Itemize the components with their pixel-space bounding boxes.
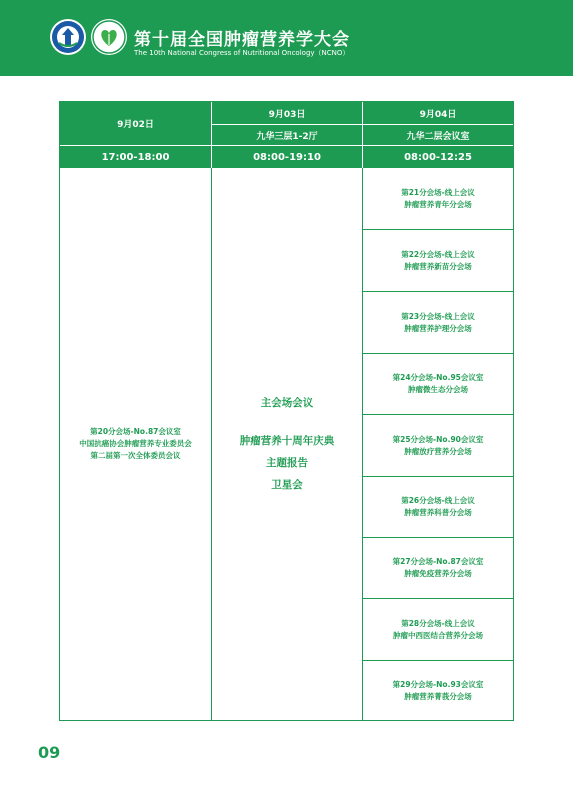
session-room: 第23分会场-线上会议 <box>401 311 475 321</box>
session-room: 第24分会场-No.95会议室 <box>392 373 484 382</box>
time-header-day2: 08:00-19:10 <box>212 146 362 168</box>
session-name: 肿瘤营养青年分会场 <box>404 199 472 209</box>
session-room: 第22分会场-线上会议 <box>401 249 475 259</box>
day3-session <box>363 230 513 292</box>
day1-session-title: 第二届第一次全体委员会议 <box>90 451 181 460</box>
session-name: 肿瘤中西医结合营养分会场 <box>393 630 483 640</box>
time-header-day3: 08:00-12:25 <box>363 146 513 168</box>
venue-header-day3: 九华二层会议室 <box>363 125 513 145</box>
day3-session <box>363 477 513 538</box>
day3-session <box>363 168 513 230</box>
day3-session <box>363 292 513 354</box>
day1-session-org: 中国抗癌协会肿瘤营养专业委员会 <box>79 439 192 448</box>
day3-session <box>363 661 513 720</box>
keynote-report: 主题报告 <box>266 457 308 469</box>
session-room: 第27分会场-No.87会议室 <box>392 557 484 566</box>
day1-session-room: 第20分会场-No.87会议室 <box>90 427 181 436</box>
session-name: 肿瘤营养菁莪分会场 <box>404 691 472 701</box>
venue-header-day2: 九华三层1-2厅 <box>212 125 362 145</box>
session-room: 第26分会场-线上会议 <box>401 496 475 505</box>
congress-subtitle: The 10th National Congress of Nutritional Oncology（NCNO） <box>134 49 350 57</box>
session-room: 第28分会场-线上会议 <box>401 618 475 628</box>
satellite-meeting: 卫星会 <box>271 479 303 491</box>
session-room: 第21分会场-线上会议 <box>401 187 475 197</box>
time-header-day1: 17:00-18:00 <box>60 146 211 168</box>
page-header <box>0 0 573 76</box>
schedule-table <box>59 101 514 721</box>
heart-leaf-logo-icon <box>91 19 127 55</box>
anniversary-celebration: 肿瘤营养十周年庆典 <box>239 435 335 447</box>
session-name: 肿瘤营养科普分会场 <box>404 508 472 517</box>
society-emblem-icon <box>50 19 86 55</box>
day2-session-cell <box>212 168 362 720</box>
session-name: 肿瘤放疗营养分会场 <box>404 446 472 456</box>
session-room: 第29分会场-No.93会议室 <box>392 679 484 689</box>
day3-session <box>363 415 513 477</box>
date-header-day2: 9月03日 <box>212 102 362 124</box>
page-number: 09 <box>38 743 61 762</box>
day3-session <box>363 538 513 599</box>
session-room: 第25分会场-No.90会议室 <box>392 434 484 444</box>
session-name: 肿瘤营养护理分会场 <box>404 323 472 333</box>
main-venue-meeting: 主会场会议 <box>260 397 314 409</box>
session-name: 肿瘤营养新苗分会场 <box>404 261 472 271</box>
day3-session <box>363 354 513 415</box>
date-header-day3: 9月04日 <box>363 102 513 124</box>
congress-title: 第十届全国肿瘤营养学大会 <box>134 30 350 50</box>
session-name: 肿瘤微生态分会场 <box>408 385 468 394</box>
date-header-day1: 9月02日 <box>60 102 211 145</box>
session-name: 肿瘤免疫营养分会场 <box>404 569 472 578</box>
day1-session-cell <box>60 168 211 720</box>
day3-session <box>363 599 513 661</box>
